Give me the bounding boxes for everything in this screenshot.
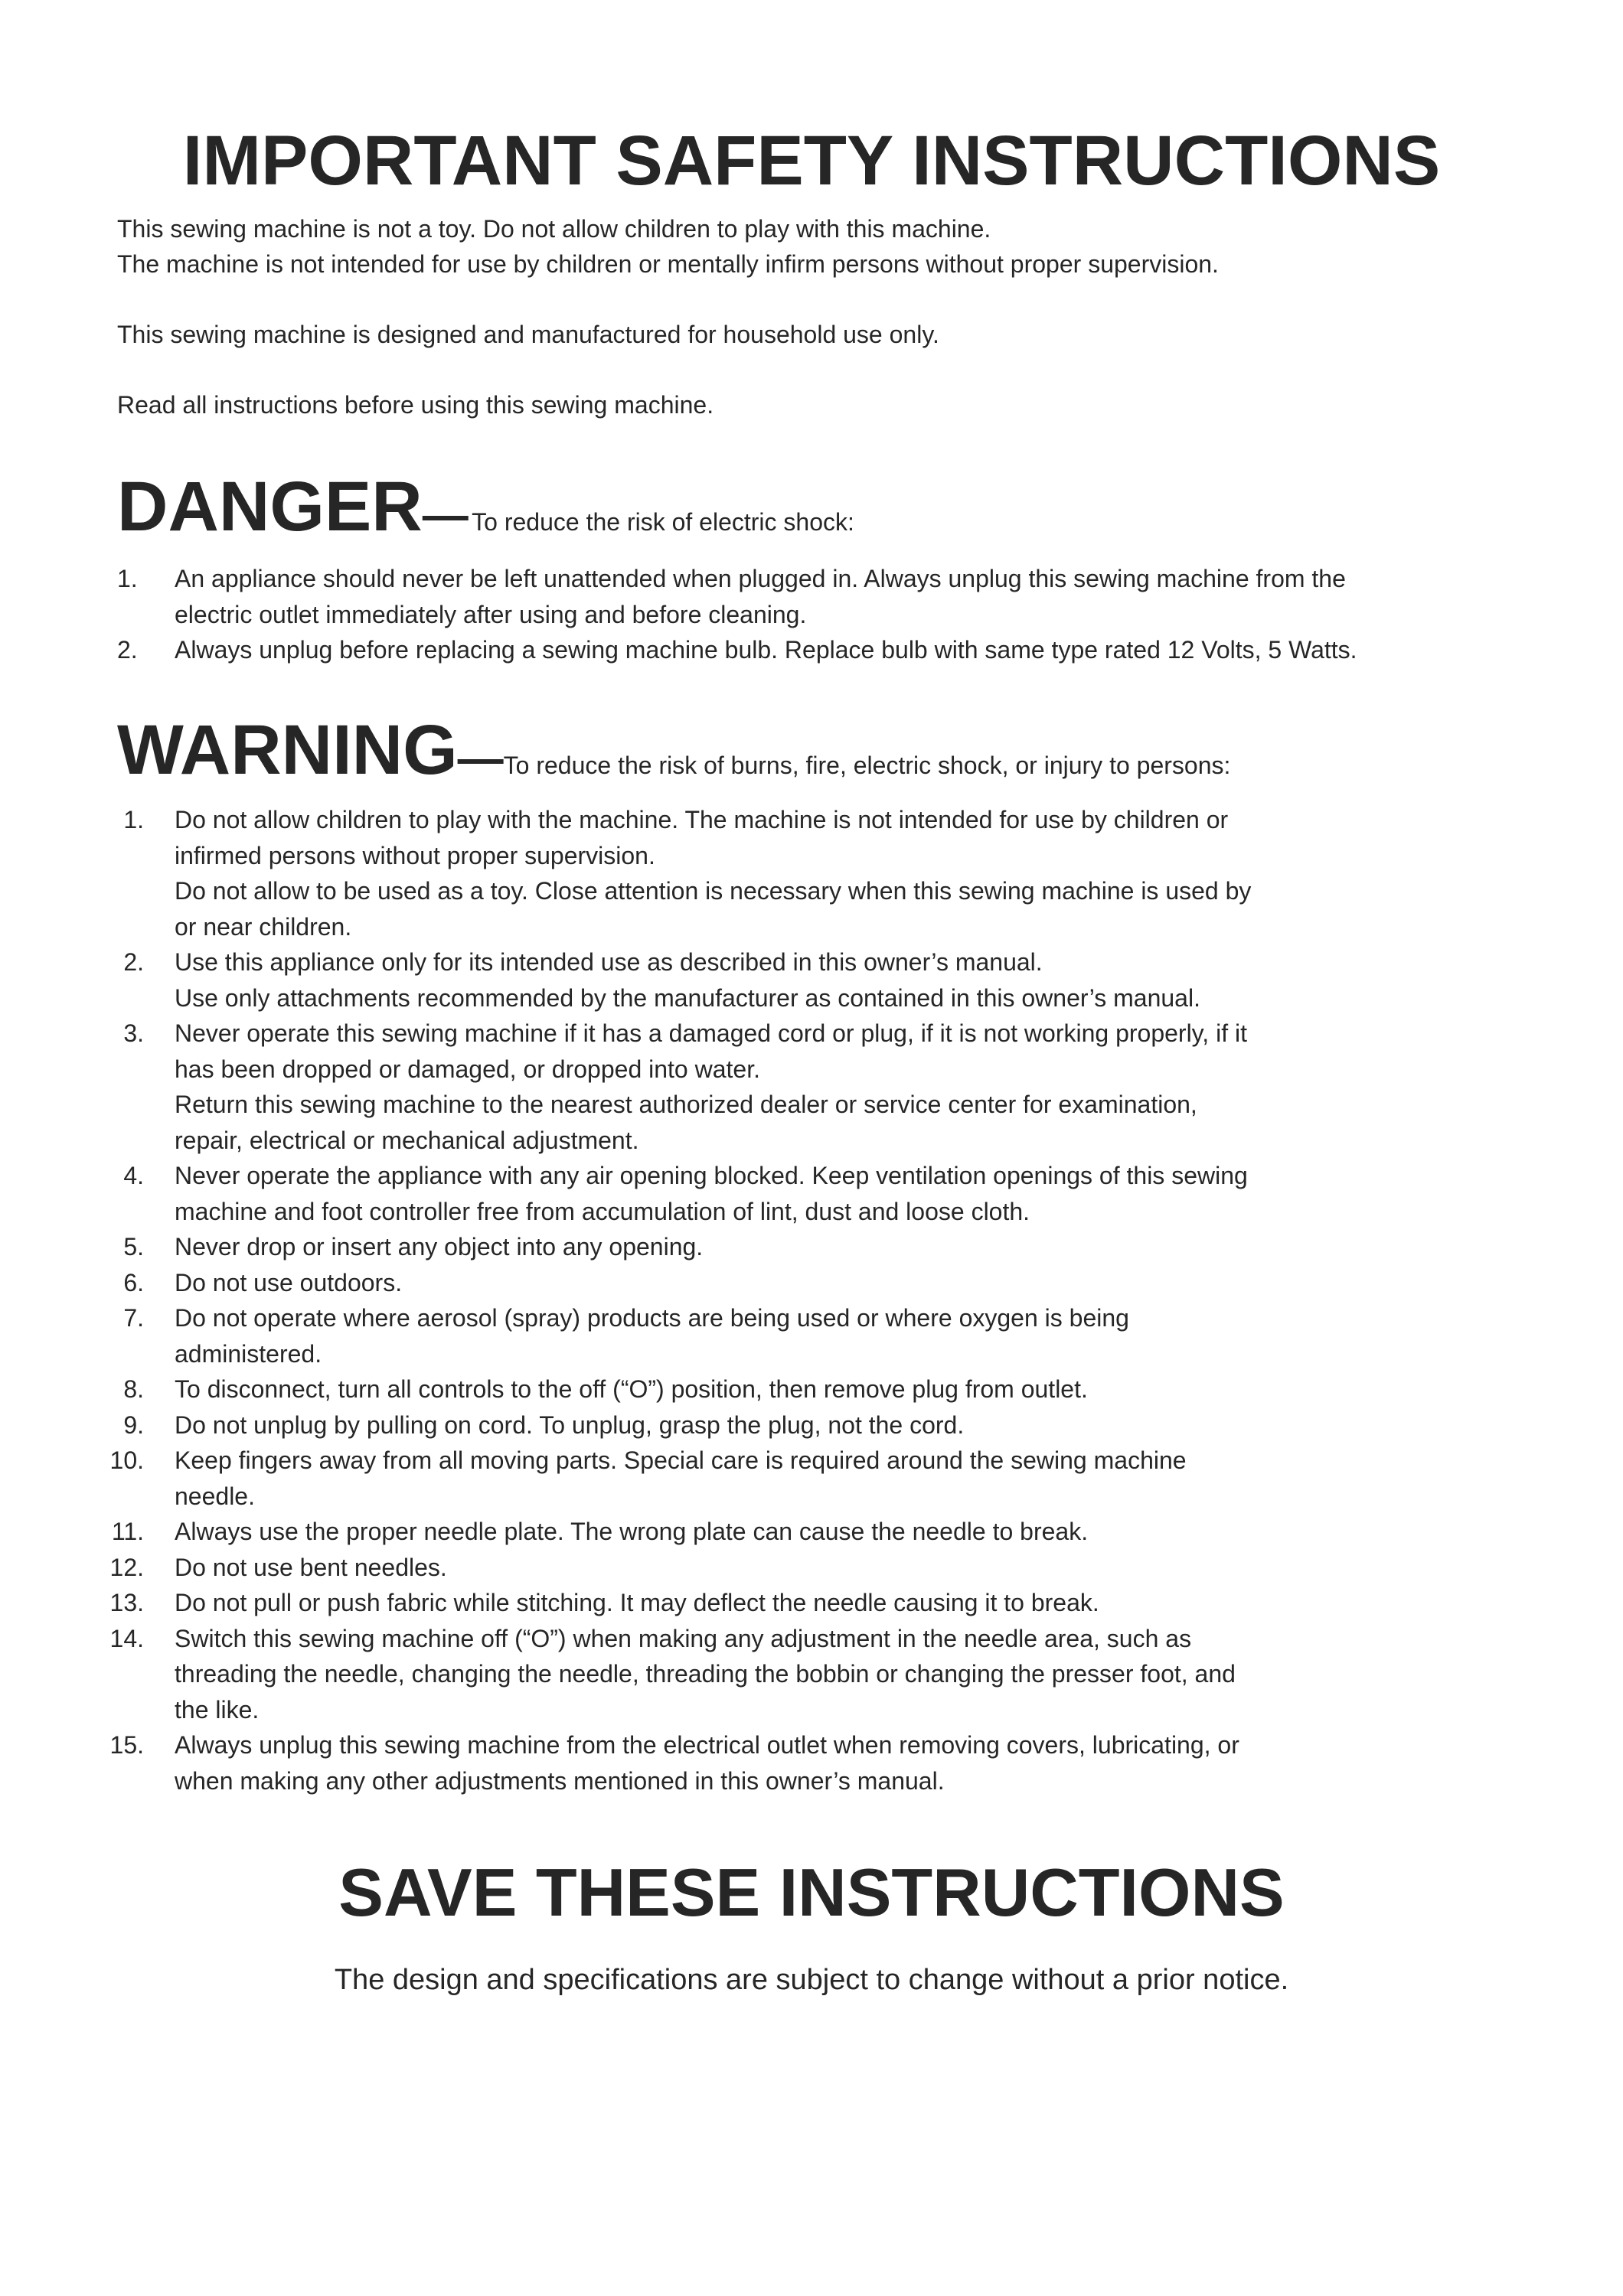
list-item-text: needle.: [175, 1482, 255, 1510]
list-item-number: 11.: [111, 1518, 144, 1545]
list-item-text: To disconnect, turn all controls to the off (“O”) position, then remove plug from outlet.: [175, 1375, 1088, 1403]
danger-list: [0, 561, 1623, 668]
list-item-number: 5.: [123, 1233, 144, 1261]
list-item-text: infirmed persons without proper supervision.: [175, 841, 655, 869]
danger-heading: [117, 468, 1572, 545]
list-item-text: Use only attachments recommended by the manufacturer as contained in this owner’s manual.: [175, 983, 1200, 1012]
list-item: [0, 1158, 1623, 1229]
list-item: [0, 1585, 1623, 1621]
list-item-number: 8.: [123, 1375, 144, 1403]
warning-list: [0, 802, 1623, 1799]
footer-notice: The design and specifications are subject to change without a prior notice.: [334, 1964, 1289, 1996]
list-item: [0, 561, 1623, 632]
warning-heading: [117, 712, 1572, 788]
list-item-text: Do not allow children to play with the machine. The machine is not intended for use by children or: [175, 806, 1229, 833]
list-item: [0, 1300, 1623, 1371]
list-item-text: Switch this sewing machine off (“O”) when making any adjustment in the needle area, such as: [175, 1624, 1192, 1652]
danger-dash: —: [422, 489, 469, 540]
danger-subtitle: To reduce the risk of electric shock:: [472, 508, 854, 536]
list-item-text: Use this appliance only for its intended use as described in this owner’s manual.: [175, 948, 1043, 976]
list-item-text: Never operate the appliance with any air opening blocked. Keep ventilation openings of this sewing: [175, 1162, 1248, 1189]
list-item: [0, 1371, 1623, 1407]
list-item-number: 3.: [123, 1019, 144, 1047]
list-item-text: electric outlet immediately after using and before cleaning.: [175, 600, 807, 628]
list-item-text: Do not pull or push fabric while stitching. It may deflect the needle causing it to break.: [175, 1589, 1099, 1616]
list-item: [0, 802, 1623, 944]
warning-title: WARNING: [117, 711, 458, 789]
list-item-number: 6.: [123, 1268, 144, 1296]
list-item: [0, 1621, 1623, 1728]
list-item: [0, 1265, 1623, 1301]
list-item-number: 7.: [123, 1304, 144, 1332]
list-item: [0, 1514, 1623, 1550]
list-item-text: Do not use bent needles.: [175, 1553, 447, 1581]
list-item: [0, 1550, 1623, 1586]
danger-title: DANGER: [117, 468, 423, 546]
list-item-number: 4.: [123, 1162, 144, 1189]
list-item-text: Never operate this sewing machine if it has a damaged cord or plug, if it is not working properly, if it: [175, 1019, 1247, 1047]
list-item-text: Always unplug this sewing machine from the electrical outlet when removing covers, lubricating, or: [175, 1731, 1239, 1759]
list-item: [0, 1407, 1623, 1443]
intro-block: [117, 211, 1572, 422]
list-item-text: has been dropped or damaged, or dropped into water.: [175, 1055, 760, 1083]
intro-line: This sewing machine is designed and manufactured for household use only.: [117, 321, 939, 348]
list-item-text: Do not unplug by pulling on cord. To unplug, grasp the plug, not the cord.: [175, 1411, 965, 1439]
list-item-number: 12.: [109, 1553, 144, 1581]
list-item-number: 1.: [117, 565, 138, 592]
list-item-text: Never drop or insert any object into any opening.: [175, 1233, 704, 1261]
list-item-text: machine and foot controller free from accumulation of lint, dust and loose cloth.: [175, 1197, 1030, 1225]
list-item-number: 2.: [117, 636, 138, 664]
list-item: [0, 944, 1623, 1016]
intro-line: The machine is not intended for use by children or mentally infirm persons without proper supervision.: [117, 250, 1219, 278]
list-item-text: Always unplug before replacing a sewing machine bulb. Replace bulb with same type rated 12 Volts, 5 Watts.: [175, 636, 1357, 664]
list-item: [0, 1727, 1623, 1799]
page-title: IMPORTANT SAFETY INSTRUCTIONS: [182, 122, 1441, 200]
list-item-text: Return this sewing machine to the nearest authorized dealer or service center for examination,: [175, 1091, 1197, 1118]
list-item-text: the like.: [175, 1695, 260, 1724]
warning-subtitle: To reduce the risk of burns, fire, electric shock, or injury to persons:: [503, 752, 1231, 779]
list-item-text: Do not use outdoors.: [175, 1268, 403, 1296]
list-item-text: administered.: [175, 1339, 322, 1368]
list-item-text: when making any other adjustments mentioned in this owner’s manual.: [175, 1766, 945, 1795]
list-item: [0, 632, 1623, 668]
list-item-text: or near children.: [175, 912, 352, 941]
list-item-text: An appliance should never be left unattended when plugged in. Always unplug this sewing machine from the: [175, 565, 1346, 592]
intro-line: Read all instructions before using this sewing machine.: [117, 391, 714, 419]
list-item: [0, 1229, 1623, 1265]
list-item-number: 14.: [109, 1624, 144, 1652]
intro-line: This sewing machine is not a toy. Do not allow children to play with this machine.: [117, 215, 991, 243]
warning-dash: —: [457, 732, 504, 784]
list-item-text: Do not allow to be used as a toy. Close attention is necessary when this sewing machine is used by: [175, 877, 1252, 905]
list-item-number: 10.: [109, 1446, 144, 1474]
list-item-text: repair, electrical or mechanical adjustment.: [175, 1126, 639, 1154]
list-item-text: Do not operate where aerosol (spray) products are being used or where oxygen is being: [175, 1304, 1129, 1332]
list-item-number: 2.: [123, 948, 144, 976]
list-item-text: threading the needle, changing the needle, threading the bobbin or changing the presser foot, and: [175, 1660, 1236, 1688]
list-item-text: Always use the proper needle plate. The wrong plate can cause the needle to break.: [175, 1518, 1089, 1545]
save-instructions-title: SAVE THESE INSTRUCTIONS: [338, 1854, 1285, 1930]
list-item-text: Keep fingers away from all moving parts. Special care is required around the sewing machine: [175, 1446, 1187, 1474]
list-item-number: 13.: [109, 1589, 144, 1616]
list-item: [0, 1443, 1623, 1514]
list-item-number: 9.: [123, 1411, 144, 1439]
list-item-number: 1.: [123, 806, 144, 833]
list-item: [0, 1016, 1623, 1158]
list-item-number: 15.: [109, 1731, 144, 1759]
